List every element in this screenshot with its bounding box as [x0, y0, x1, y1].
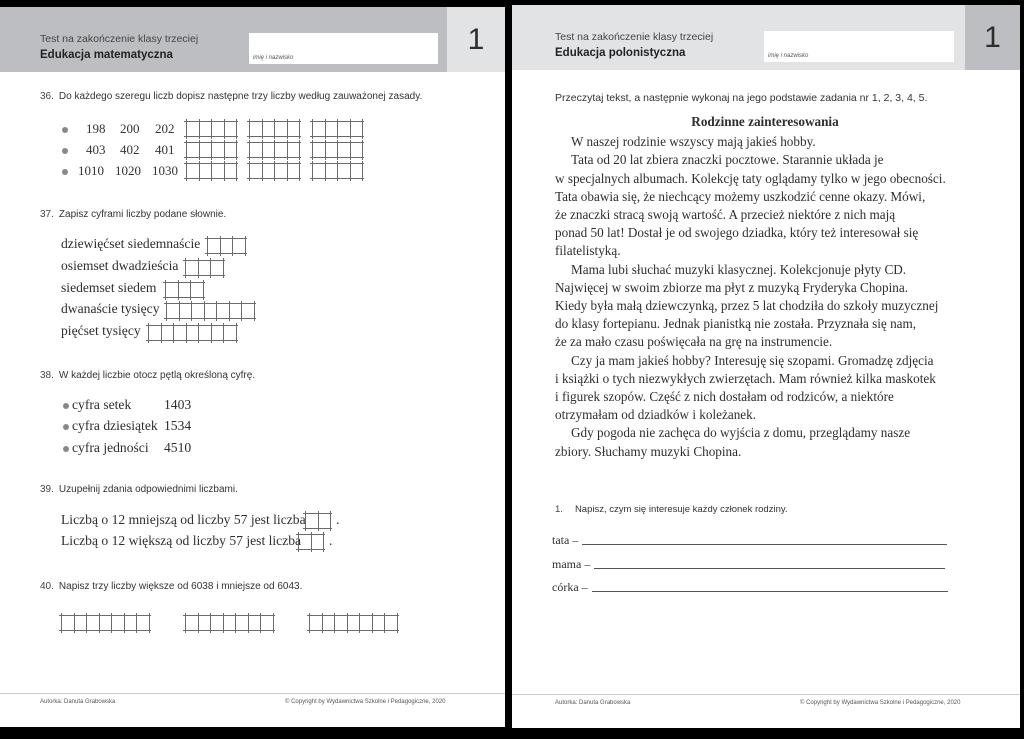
footer-copyright: © Copyright by Wydawnictwa Szkolne i Pedagogiczne, 2020 — [285, 699, 446, 705]
question-40 — [40, 581, 302, 592]
sentence-end: . — [336, 512, 340, 527]
question-number: 39. — [40, 484, 54, 495]
sequence-value: 1030 — [152, 163, 178, 178]
number-word: osiemset dwadzieścia — [61, 258, 179, 273]
number-word: dziewięćset siedemnaście — [61, 236, 201, 251]
digit-box-grid[interactable] — [148, 324, 236, 342]
passage-line: w specjalnych albumach. Kolekcję taty oglądamy tylko w jego obecności. — [555, 170, 946, 186]
sequence-value: 401 — [155, 142, 175, 157]
digit-box-grid[interactable] — [186, 141, 236, 159]
passage-line: do klasy fortepianu. Jednak pianistką nie została. Przyznała się nam, — [555, 316, 917, 332]
footer-author: Autorka: Danuta Grabowska — [555, 700, 631, 706]
page-number: 1 — [965, 5, 1020, 70]
task-text: Napisz, czym się interesuje każdy członek rodziny. — [574, 504, 788, 515]
sequence-value: 200 — [120, 121, 140, 136]
passage-line: Czy ja mam jakieś hobby? Interesuję się szopami. Gromadzę zdjęcia — [571, 352, 934, 368]
digit-box-grid[interactable] — [185, 259, 223, 277]
digit-box-grid[interactable] — [186, 162, 236, 180]
question-number: 36. — [40, 91, 54, 102]
digit-box-grid[interactable] — [249, 141, 299, 159]
question-text: Do każdego szeregu liczb dopisz następne trzy liczby według zauważonej zasady. — [58, 91, 423, 102]
bullet-icon — [62, 148, 68, 154]
footer-copyright: © Copyright by Wydawnictwa Szkolne i Pedagogiczne, 2020 — [800, 700, 961, 706]
passage-line: i książki o tych niezwykłych zwierzętach. Mam również kilka maskotek — [555, 370, 936, 386]
answer-rule[interactable] — [582, 544, 947, 545]
digit-box-grid[interactable] — [298, 533, 323, 551]
page-header — [512, 5, 1020, 70]
passage-line: ponad 50 lat! Dostał je od swojego dziadka, który też interesował się — [555, 225, 919, 241]
digit-box-grid[interactable] — [249, 162, 299, 180]
sequence-value: 403 — [86, 142, 106, 157]
digit-box-grid[interactable] — [165, 281, 203, 299]
digit-box-grid[interactable] — [207, 237, 245, 255]
header-subtitle: Test na zakończenie klasy trzeciej — [40, 33, 199, 45]
passage-line: otrzymałam od dziadków i koleżanek. — [555, 407, 757, 423]
passage-line: Najwięcej w swoim zbiorze ma płyt z muzyką Fryderyka Chopina. — [555, 279, 909, 295]
passage-line: filatelistyką. — [555, 243, 621, 259]
question-39 — [40, 484, 238, 495]
name-field-label: imię i nazwisko — [768, 53, 809, 59]
number-word: dwanaście tysięcy — [61, 301, 160, 316]
answer-line-corka[interactable] — [552, 580, 948, 595]
footer-divider — [512, 694, 1020, 695]
digit-box-grid[interactable] — [186, 120, 236, 138]
sentence-1: Liczbą o 12 mniejszą od liczby 57 jest liczba — [61, 512, 306, 527]
digit-box-grid[interactable] — [185, 614, 273, 632]
passage-line: Kiedy była małą dziewczynką, przez 5 lat chodziła do szkoły muzycznej — [555, 298, 939, 314]
name-field[interactable] — [764, 31, 954, 62]
answer-rule[interactable] — [592, 591, 948, 592]
digit-box-grid[interactable] — [166, 302, 254, 320]
passage-line: Tata obawia się, że niechcący możemy uszkodzić cenne okazy. Mówi, — [555, 188, 926, 204]
digit-label: cyfra dziesiątek — [72, 418, 158, 433]
sequence-value: 1020 — [115, 163, 141, 178]
digit-box-grid[interactable] — [61, 614, 149, 632]
passage-line: Mama lubi słuchać muzyki klasycznej. Kolekcjonuje płyty CD. — [571, 261, 907, 277]
digit-box-grid[interactable] — [312, 141, 362, 159]
digit-task[interactable] — [63, 418, 158, 434]
question-text: Napisz trzy liczby większe od 6038 i mniejsze od 6043. — [58, 581, 303, 592]
task-1 — [555, 504, 788, 515]
sentence-2: Liczbą o 12 większą od liczby 57 jest liczba — [61, 533, 302, 548]
question-36 — [40, 91, 422, 102]
page-number: 1 — [447, 7, 505, 72]
question-text: Uzupełnij zdania odpowiednimi liczbami. — [58, 484, 238, 495]
question-number: 38. — [40, 370, 54, 381]
answer-label: córka – — [552, 580, 588, 594]
digit-box-grid[interactable] — [249, 120, 299, 138]
question-text: W każdej liczbie otocz pętlą określoną cyfrę. — [58, 370, 256, 381]
name-field[interactable] — [249, 33, 438, 64]
passage-line: i figurek szopów. Część z nich dostałam od rodziców, a niektóre — [555, 389, 894, 405]
bullet-icon — [62, 127, 68, 133]
sequence-value: 402 — [120, 142, 140, 157]
task-number: 1. — [555, 504, 563, 515]
digit-box-grid[interactable] — [312, 162, 362, 180]
polish-test-page — [512, 5, 1020, 728]
passage-line: że znaczki stracą swoją wartość. A przecież niektóre z nich mają — [555, 207, 896, 223]
answer-line-tata[interactable] — [552, 533, 947, 548]
answer-line-mama[interactable] — [552, 557, 945, 572]
digit-label: cyfra setek — [72, 397, 132, 412]
header-title: Edukacja matematyczna — [40, 49, 173, 61]
sequence-value: 202 — [155, 121, 175, 136]
sequence-value: 1010 — [78, 163, 104, 178]
digit-number[interactable]: 1403 — [164, 397, 192, 412]
number-word: siedemset siedem — [61, 280, 157, 295]
sentence-end: . — [329, 533, 333, 548]
question-number: 40. — [40, 581, 54, 592]
reading-instruction: Przeczytaj tekst, a następnie wykonaj na jego podstawie zadania nr 1, 2, 3, 4, 5. — [555, 92, 928, 104]
question-38 — [40, 370, 255, 381]
question-number: 37. — [40, 209, 54, 220]
question-text: Zapisz cyframi liczby podane słownie. — [58, 209, 227, 220]
digit-number[interactable]: 1534 — [164, 418, 192, 433]
reading-passage — [555, 113, 975, 461]
digit-box-grid[interactable] — [312, 120, 362, 138]
question-37 — [40, 209, 226, 220]
answer-label: mama – — [552, 557, 591, 571]
passage-line: Tata od 20 lat zbiera znaczki pocztowe. Starannie układa je — [571, 152, 884, 168]
math-test-page — [0, 7, 505, 727]
passage-line: W naszej rodzinie wszyscy mają jakieś hobby. — [571, 134, 816, 150]
name-field-label: imię i nazwisko — [253, 55, 294, 61]
digit-box-grid[interactable] — [305, 512, 330, 530]
number-word: pięćset tysięcy — [61, 323, 141, 338]
bullet-icon — [62, 169, 68, 175]
header-title: Edukacja polonistyczna — [555, 47, 686, 59]
passage-title: Rodzinne zainteresowania — [691, 114, 839, 129]
footer-author: Autorka: Danuta Grabowska — [40, 699, 116, 705]
answer-label: tata – — [552, 533, 579, 547]
passage-line: że za mało czasu poświęcała na grę na instrumencie. — [555, 334, 833, 350]
header-subtitle: Test na zakończenie klasy trzeciej — [555, 31, 714, 43]
digit-task[interactable] — [63, 440, 149, 456]
bullet-icon — [63, 446, 69, 452]
digit-task[interactable] — [63, 397, 131, 413]
sequence-value: 198 — [86, 121, 106, 136]
answer-rule[interactable] — [594, 568, 945, 569]
page-header — [0, 7, 505, 72]
digit-number[interactable]: 4510 — [164, 440, 192, 455]
digit-box-grid[interactable] — [309, 614, 397, 632]
footer-divider — [0, 693, 505, 694]
bullet-icon — [63, 403, 69, 409]
digit-label: cyfra jedności — [72, 440, 149, 455]
passage-line: Gdy pogoda nie zachęca do wyjścia z domu, przeglądamy nasze — [571, 425, 911, 441]
passage-line: zbiory. Słuchamy muzyki Chopina. — [555, 443, 742, 459]
bullet-icon — [63, 424, 69, 430]
